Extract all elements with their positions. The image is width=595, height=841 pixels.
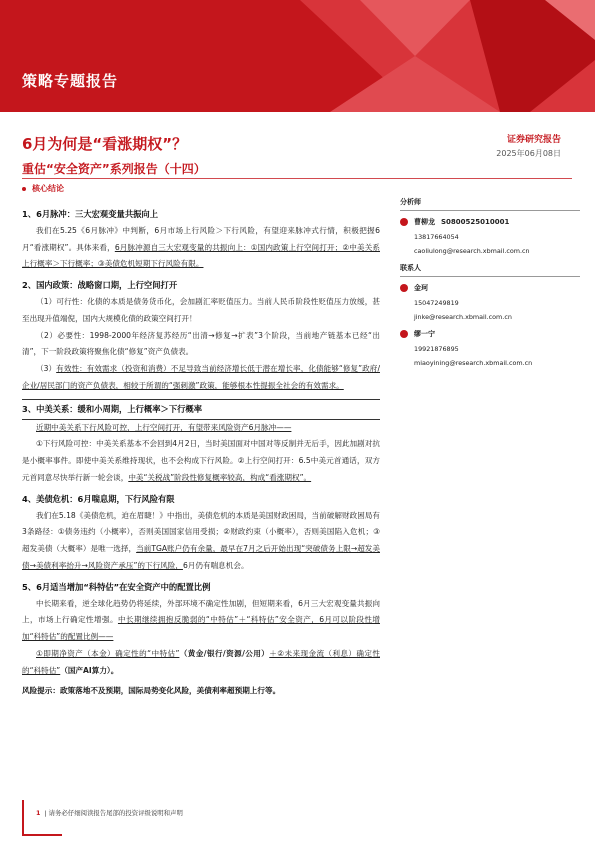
- footer-accent-vertical: [22, 800, 24, 836]
- section-3-para-1: 近期中美关系下行风险可控，上行空间打开，有望带来风险资产6月脉冲——: [36, 422, 292, 432]
- core-conclusion-label: 核心结论: [22, 183, 64, 194]
- report-title: 6月为何是“看涨期权”？: [22, 135, 188, 153]
- contact-phone: 19921876895: [414, 345, 459, 353]
- bullet-icon: [22, 187, 26, 191]
- analyst-phone: 13817664054: [414, 233, 459, 241]
- footer-accent-horizontal: [22, 834, 62, 836]
- contact-email[interactable]: miaoyining@research.xbmail.com.cn: [414, 359, 533, 367]
- contact-phone: 15047249819: [414, 299, 459, 307]
- section-2-para-3: （3）有效性：有效需求（投资和消费）不足导致当前经济增长低于潜在增长率，化债能够“修复”政府/企业/居民部门的资产负债表，相较于所谓的“强刺激”政策，能够根本性提振全社会的有效需求。: [22, 364, 380, 390]
- header-decoration: [0, 0, 595, 112]
- contacts-label: 联系人: [400, 263, 580, 277]
- section-4-para-1: 我们在5.18《美债危机，迫在眉睫！》中指出，美债危机的本质是美国财政困局，当前破解财政困局有3条路径：①债务违约（小概率），否则美国国家信用受损；②财政约束（小概率），否则美国陷入危机；③超发美债（大概率）是唯一选择，当前TGA账户仍有余量，最早在7月之后开始出现“突破债务上限→超发美债→美债利率抬升→风险资产承压”的下行风险，6月仍有喘息机会。: [22, 510, 380, 570]
- section-3-heading: 3、中美关系：缓和小周期，上行概率＞下行概率: [22, 399, 380, 420]
- contact-name: 缪一宁: [414, 330, 435, 338]
- contact-card: [400, 283, 580, 321]
- person-icon: [400, 218, 408, 226]
- contact-card: [400, 329, 580, 367]
- disclaimer-note: 请务必仔细阅读报告尾部的投资评级说明和声明: [48, 809, 183, 817]
- report-category: 策略专题报告: [22, 72, 119, 90]
- report-date: 2025年06月08日: [496, 149, 561, 158]
- section-4-heading: 4、美债危机：6月喘息期，下行风险有限: [22, 493, 175, 504]
- section-5-heading: 5、6月适当增加“科特估”在安全资产中的配置比例: [22, 581, 211, 592]
- contact-name: 金珂: [414, 284, 428, 292]
- page-number: 1: [36, 809, 41, 817]
- report-subtitle: 重估“安全资产”系列报告（十四）: [22, 162, 206, 176]
- analyst-cert: S0800525010001: [441, 218, 510, 226]
- section-5-para-1: 中长期来看，逆全球化趋势仍将延续，外部环境不确定性加剧，但短期来看，6月三大宏观变量共振向上，市场上行确定性增强。中长期继续拥抱反脆弱的“中特估”＋“科特估”安全资产，6月可以阶段性增加“科特估”的配置比例——: [22, 598, 380, 642]
- footer: 1 | 请务必仔细阅读报告尾部的投资评级说明和声明: [36, 809, 183, 817]
- person-icon: [400, 330, 408, 338]
- report-brand: 证券研究报告: [506, 135, 561, 145]
- person-icon: [400, 284, 408, 292]
- analyst-card: [400, 217, 580, 255]
- section-3-para-2: ①下行风险可控：中美关系基本不会回到4月2日，当时美国面对中国对等反制并无后手，因此加剧对抗是小概率事件。即使中美关系维持现状，也不会构成下行风险。②上行空间打开：6.5中美元首通话，双方元首同意尽快举行新一轮会谈，中美“关税战”阶段性修复概率较高，构成“看涨期权”。: [22, 439, 380, 482]
- analyst-name: 曹柳龙: [414, 218, 435, 226]
- section-2-para-1: （1）可行性：化债的本质是债务货币化，会加剧汇率贬值压力。当前人民币阶段性贬值压力放缓，甚至出现升值端倪，国内大规模化债的政策空间打开！: [22, 296, 380, 323]
- section-1-body: 我们在5.25《6月脉冲》中判断，6月市场上行风险＞下行风险，有望迎来脉冲式行情，积极把握6月“看涨期权”。具体来看，6月脉冲源自三大宏观变量的共振向上：①国内政策上行空间打开；②中美关系上行概率＞下行概率；③美债危机短期下行风险有限。: [22, 225, 380, 269]
- section-2-para-2: （2）必要性：1998-2000年经济复苏经历“出清→修复→扩表”3个阶段，当前地产链基本已经“出清”，下一阶段政策将聚焦化债“修复”资产负债表。: [22, 330, 380, 357]
- section-1-heading: 1、6月脉冲：三大宏观变量共振向上: [22, 209, 159, 219]
- header-banner: [0, 0, 595, 112]
- risk-warning: 风险提示：政策落地不及预期，国际局势变化风险，美债利率超预期上行等。: [22, 685, 281, 695]
- title-divider: [22, 178, 572, 179]
- main-content: [22, 202, 380, 699]
- section-2-heading: 2、国内政策：战略窗口期，上行空间打开: [22, 280, 178, 291]
- analysts-label: 分析师: [400, 197, 580, 211]
- section-5-para-2: ①即期净资产（本金）确定性的“中特估”（黄金/银行/资源/公用）＋②未来现金流（利息）确定性的“科特估”（国产AI算力）。: [22, 648, 380, 675]
- contact-email[interactable]: jinke@research.xbmail.com.cn: [414, 313, 512, 321]
- analyst-email[interactable]: caoliulong@research.xbmail.com.cn: [414, 247, 530, 255]
- sidebar-analysts: [400, 197, 580, 375]
